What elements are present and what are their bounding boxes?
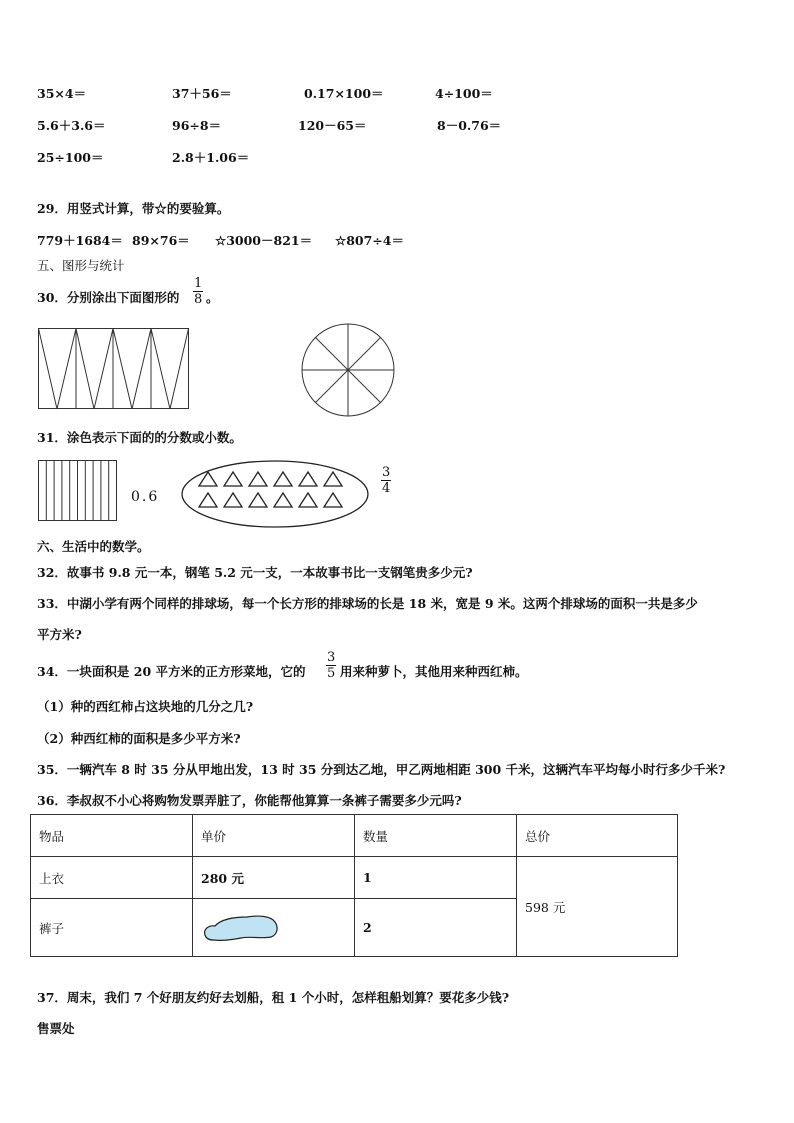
table-header: 总价 [517, 815, 678, 857]
q29-item: 779＋1684＝ [37, 233, 123, 248]
numerator: 3 [382, 465, 391, 480]
q31-title: 31．涂色表示下面的的分数或小数。 [37, 430, 242, 445]
numerator: 3 [327, 650, 336, 665]
calc-item: 35×4＝ [37, 86, 87, 101]
q29-title: 29．用竖式计算，带☆的要验算。 [37, 201, 230, 216]
q34-fraction [327, 650, 335, 681]
ticket-office-label: 售票处 [37, 1021, 75, 1036]
q29-item: 89×76＝ [132, 233, 190, 248]
calc-item: 37＋56＝ [172, 86, 232, 101]
calc-item: 96÷8＝ [172, 118, 222, 133]
table-cell: 2 [355, 899, 517, 957]
q32-text: 32．故事书 9.8 元一本，钢笔 5.2 元一支，一本故事书比一支钢笔贵多少元? [37, 565, 473, 580]
q29-item: ☆807÷4＝ [335, 233, 404, 248]
q33-text: 33．中湖小学有两个同样的排球场，每一个长方形的排球场的长是 18 米，宽是 9 米。这两个排球场的面积一共是多少 [37, 596, 698, 611]
table-cell-smudged-price [193, 899, 355, 957]
denominator: 4 [382, 481, 391, 496]
ink-smudge-icon [201, 911, 281, 945]
rectangle-zigzag-figure [38, 328, 190, 410]
table-row [31, 857, 678, 899]
q34-text: 34．一块面积是 20 平方米的正方形菜地，它的 [37, 664, 306, 679]
table-cell: 280 元 [193, 857, 355, 899]
triangles-oval-figure [180, 459, 370, 529]
calc-item: 2.8＋1.06＝ [172, 150, 250, 165]
table-cell: 裤子 [31, 899, 193, 957]
q34-sub1: （1）种的西红柿占这块地的几分之几? [37, 699, 254, 714]
q31-decimal: 0.6 [131, 489, 160, 505]
calc-item: 5.6＋3.6＝ [37, 118, 106, 133]
calc-item: 120－65＝ [298, 118, 367, 133]
section-heading: 六、生活中的数学。 [37, 539, 150, 554]
q30-prompt: 30．分别涂出下面图形的 [37, 290, 180, 305]
q35-text: 35．一辆汽车 8 时 35 分从甲地出发，13 时 35 分到达乙地，甲乙两地相距 300 千米，这辆汽车平均每小时行多少千米? [37, 762, 726, 777]
ten-strips-figure [38, 460, 118, 522]
q31-fraction [382, 465, 390, 496]
denominator: 5 [327, 666, 336, 681]
calc-item: 25÷100＝ [37, 150, 104, 165]
q29-item: ☆3000－821＝ [215, 233, 313, 248]
denominator: 8 [194, 292, 203, 307]
q34-text: 用来种萝卜，其他用来种西红柿。 [340, 664, 528, 679]
q30-period: 。 [206, 290, 219, 305]
calc-item: 0.17×100＝ [304, 86, 384, 101]
table-header: 物品 [31, 815, 193, 857]
q37-text: 37．周末，我们 7 个好朋友约好去划船，租 1 个小时，怎样租船划算？要花多少钱? [37, 990, 510, 1005]
q33-text: 平方米? [37, 627, 82, 642]
q36-title: 36．李叔叔不小心将购物发票弄脏了，你能帮他算算一条裤子需要多少元吗? [37, 793, 462, 808]
calc-item: 8－0.76＝ [437, 118, 502, 133]
table-header: 单价 [193, 815, 355, 857]
circle-eighths-figure [300, 322, 396, 418]
table-cell-total: 598 元 [517, 857, 678, 957]
q30-fraction [194, 276, 202, 307]
calc-item: 4÷100＝ [435, 86, 493, 101]
numerator: 1 [194, 276, 203, 291]
invoice-table [30, 814, 678, 957]
table-cell: 上衣 [31, 857, 193, 899]
table-cell: 1 [355, 857, 517, 899]
section-heading: 五、图形与统计 [37, 258, 125, 273]
table-header: 数量 [355, 815, 517, 857]
q34-sub2: （2）种西红柿的面积是多少平方米? [37, 731, 241, 746]
